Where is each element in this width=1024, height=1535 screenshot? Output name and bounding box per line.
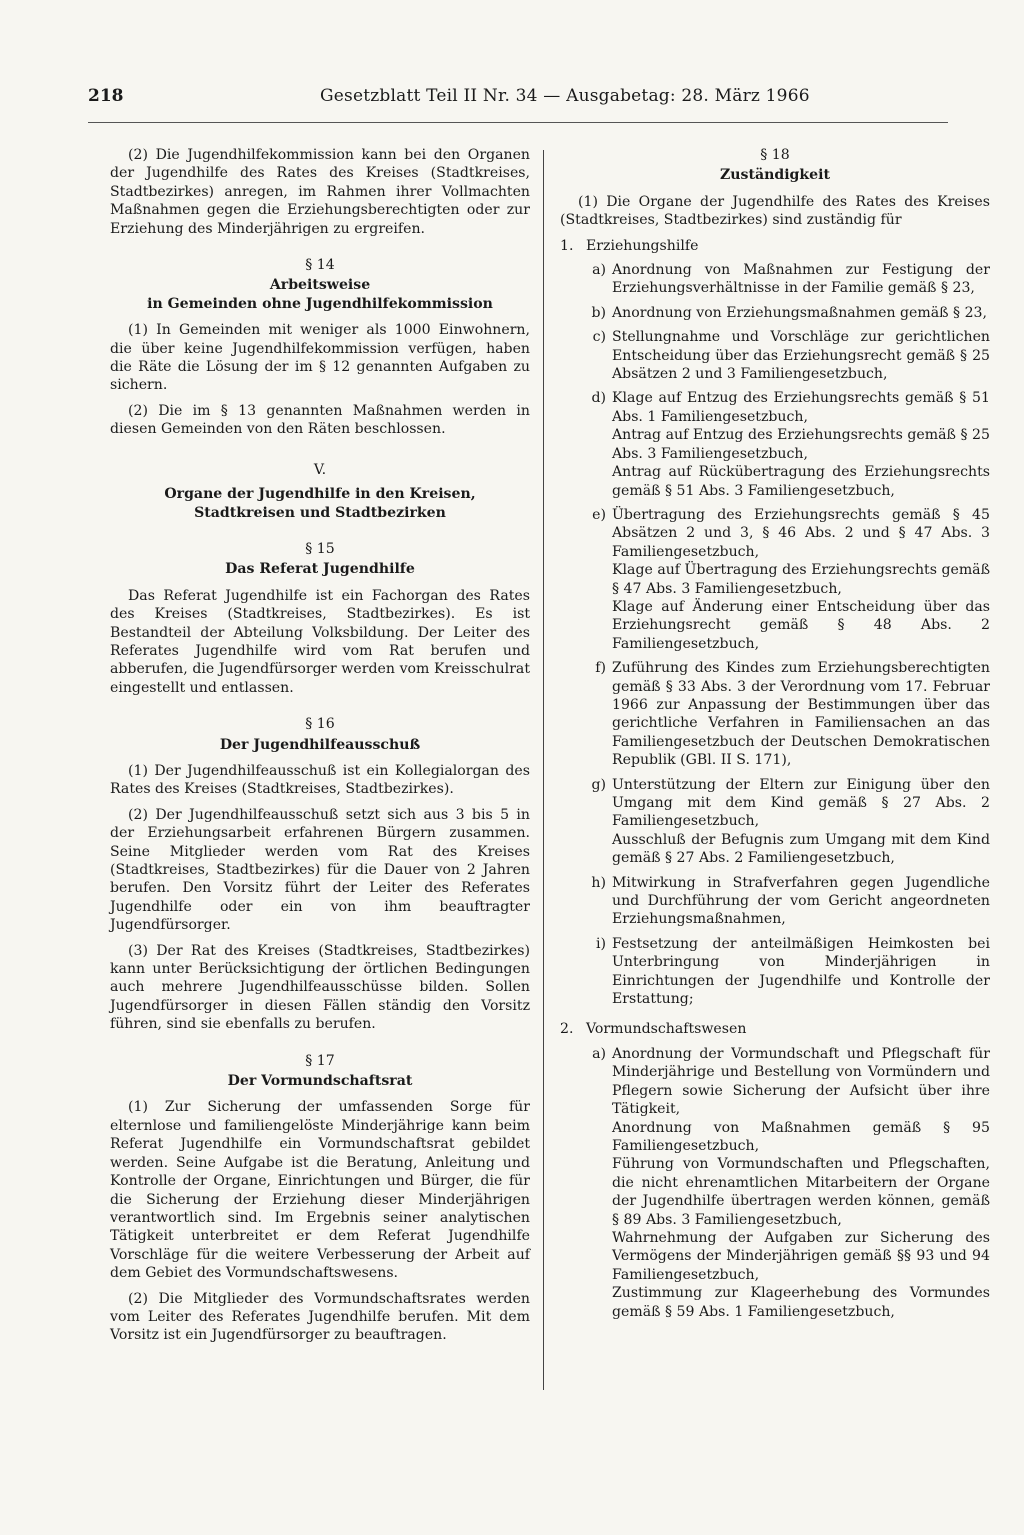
page-header: [88, 86, 948, 116]
section-title: Zuständigkeit: [719, 167, 831, 184]
part-title-line: Organe der Jugendhilfe in den Kreisen,: [164, 486, 476, 503]
paragraph: Das Referat Jugendhilfe ist ein Fachorgan des Rates des Kreises (Stadtkreises, Stadtbezirkes). Es ist Bestandteil der Abteilung Volksbildung. Der Leiter des Referates Jugendhilfe wird vom Rat berufen und abberufen, die Jugendfürsorger werden vom Kreisschulrat eingestellt und entlassen.: [110, 587, 530, 696]
item-text: Festsetzung der anteilmäßigen Heimkosten bei Unterbringung von Minderjährigen in Einrichtungen der Jugendhilfe und Kontrolle der Erstattung;: [612, 935, 990, 1008]
paragraph: (2) Die Jugendhilfekommission kann bei den Organen der Jugendhilfe des Rates des Kreises (Stadtkreises, Stadtbezirkes) anregen, im Rahmen ihrer Vollmachten Maßnahmen gegen die Erziehungsberechtigten oder zur Erziehung des Minderjährigen zu ergreifen.: [110, 147, 530, 237]
list-item: [580, 506, 990, 653]
item-label: i): [595, 935, 606, 952]
page-header-title: Gesetzblatt Teil II Nr. 34 — Ausgabetag: 28. März 1966: [320, 86, 810, 106]
section-title-line: Arbeitsweise: [269, 277, 371, 294]
list-item: [580, 261, 990, 298]
section-title: [110, 276, 530, 313]
item-label: e): [592, 506, 606, 523]
section-number: § 14: [305, 257, 335, 274]
item-text: Unterstützung der Eltern zur Einigung über den Umgang mit dem Kind gemäß § 27 Abs. 2 Familiengesetzbuch,: [612, 776, 990, 830]
list-item: [580, 935, 990, 1009]
paragraph: (3) Der Rat des Kreises (Stadtkreises, Stadtbezirkes) kann unter Berücksichtigung der örtlichen Bedingungen auch mehrere Jugendhilfeausschüsse bilden. Sollen Jugendfürsorger in diesen Fällen ständig den Vorsitz führen, sind sie ebenfalls zu berufen.: [110, 942, 530, 1033]
list-item: [580, 389, 990, 499]
part-title-line: Stadtkreisen und Stadtbezirken: [194, 504, 446, 521]
part-title: [110, 485, 530, 522]
item-number: 1.: [560, 237, 574, 254]
item-text: Zuführung des Kindes zum Erziehungsberechtigten gemäß § 33 Abs. 3 der Verordnung vom 17. Februar 1966 zur Anpassung der Bestimmungen über das gerichtliche Verfahren in Familiensachen an das Familiengesetzbuch der Deutschen Demokratischen Republik (GBl. II S. 171),: [612, 660, 990, 769]
paragraph: (2) Die im § 13 genannten Maßnahmen werden in diesen Gemeinden von den Räten beschlossen.: [110, 402, 530, 438]
item-text: Anordnung der Vormundschaft und Pflegschaft für Minderjährige und Bestellung von Vormündern und Pflegern sowie Sicherung der Aufsicht über ihre Tätigkeit,: [612, 1045, 990, 1118]
item-text: Antrag auf Entzug des Erziehungsrechts gemäß § 25 Abs. 3 Familiengesetzbuch,: [612, 427, 990, 462]
paragraph: (1) Der Jugendhilfeausschuß ist ein Kollegialorgan des Rates des Kreises (Stadtkreises, Stadtbezirkes).: [110, 762, 530, 798]
section-title: Der Jugendhilfeausschuß: [219, 736, 421, 753]
item-text: Antrag auf Rückübertragung des Erziehungsrechts gemäß § 51 Abs. 3 Familiengesetzbuch,: [612, 464, 990, 499]
paragraph: (1) In Gemeinden mit weniger als 1000 Einwohnern, die über keine Jugendhilfekommission verfügen, haben die Räte die Lösung der im § 12 genannten Aufgaben zu sichern.: [110, 322, 530, 394]
item-label: g): [591, 776, 606, 793]
numbered-item: [560, 1020, 990, 1038]
page-number: 218: [88, 86, 124, 106]
item-heading: Vormundschaftswesen: [586, 1021, 747, 1038]
numbered-item: [560, 237, 990, 255]
section-number: § 18: [760, 147, 790, 163]
item-text: Klage auf Übertragung des Erziehungsrechts gemäß § 47 Abs. 3 Familiengesetzbuch,: [612, 562, 990, 597]
list-item: [580, 659, 990, 769]
section-number: § 15: [305, 540, 335, 557]
item-label: a): [592, 1045, 606, 1062]
item-heading: Erziehungshilfe: [586, 237, 699, 254]
left-column: [110, 146, 530, 1352]
item-text: Übertragung des Erziehungsrechts gemäß § 45 Absätzen 2 und 3, § 46 Abs. 2 und § 47 Abs. 3 Familiengesetzbuch,: [612, 506, 990, 560]
item-label: b): [591, 304, 606, 321]
list-item: [580, 328, 990, 383]
item-label: f): [595, 660, 606, 677]
item-text: Stellungnahme und Vorschläge zur gerichtlichen Entscheidung über das Erziehungsrecht gemäß § 25 Absätzen 2 und 3 Familiengesetzbuch,: [612, 329, 990, 383]
item-text: Wahrnehmung der Aufgaben zur Sicherung des Vermögens der Minderjährigen gemäß §§ 93 und 94 Familiengesetzbuch,: [612, 1229, 990, 1283]
column-divider: [543, 150, 544, 1390]
section-title: Das Referat Jugendhilfe: [225, 561, 415, 578]
paragraph: (1) Zur Sicherung der umfassenden Sorge für elternlose und familiengelöste Minderjährige kann beim Referat Jugendhilfe ein Vormundschaftsrat gebildet werden. Seine Aufgabe ist die Beratung, Anleitung und Kontrolle der Organe, Einrichtungen und Bürger, die für die Sicherung der Erziehung dieser Minderjährigen verantwortlich sind. Im Ergebnis seiner analytischen Tätigkeit unterbreitet er dem Referat Jugendhilfe Vorschläge für die weitere Verbesserung der Arbeit auf dem Gebiet des Vormundschaftswesens.: [110, 1099, 530, 1282]
item-label: h): [591, 874, 606, 891]
part-number: V.: [313, 461, 327, 478]
item-text: Anordnung von Maßnahmen zur Festigung der Erziehungsverhältnisse in der Familie gemäß § 23,: [612, 262, 990, 297]
section-title-line: in Gemeinden ohne Jugendhilfekommission: [147, 295, 493, 312]
list-item: [580, 1045, 990, 1321]
item-text: Zustimmung zur Klageerhebung des Vormundes gemäß § 59 Abs. 1 Familiengesetzbuch,: [612, 1285, 990, 1320]
item-text: Führung von Vormundschaften und Pflegschaften, die nicht ehrenamtlichen Mitarbeitern der Organe der Jugendhilfe übertragen werden können, gemäß § 89 Abs. 3 Familiengesetzbuch,: [612, 1156, 990, 1228]
item-label: a): [592, 262, 606, 279]
item-text: Ausschluß der Befugnis zum Umgang mit dem Kind gemäß § 27 Abs. 2 Familiengesetzbuch,: [612, 831, 990, 867]
paragraph: (1) Die Organe der Jugendhilfe des Rates des Kreises (Stadtkreises, Stadtbezirkes) sind zuständig für: [560, 193, 990, 229]
list-item: [580, 304, 990, 322]
item-text: Anordnung von Erziehungsmaßnahmen gemäß § 23,: [612, 304, 987, 321]
item-text: Anordnung von Maßnahmen gemäß § 95 Familiengesetzbuch,: [612, 1119, 990, 1154]
list-item: [580, 874, 990, 929]
paragraph: (2) Der Jugendhilfeausschuß setzt sich aus 3 bis 5 in der Erziehungsarbeit erfahrenen Bürgern zusammen. Seine Mitglieder werden vom Rat des Kreises (Stadtkreises, Stadtbezirkes) für die Dauer von 2 Jahren berufen. Den Vorsitz führt der Leiter des Referates Jugendhilfe oder ein von ihm beauftragter Jugendfürsorger.: [110, 806, 530, 934]
item-text: Klage auf Entzug des Erziehungsrechts gemäß § 51 Abs. 1 Familiengesetzbuch,: [612, 390, 990, 425]
header-rule: [88, 122, 948, 123]
item-text: Klage auf Änderung einer Entscheidung über das Erziehungsrecht gemäß § 48 Abs. 2 Familiengesetzbuch,: [612, 598, 990, 652]
item-text: Mitwirkung in Strafverfahren gegen Jugendliche und Durchführung der vom Gericht angeordneten Erziehungsmaßnahmen,: [612, 874, 990, 928]
right-column: [560, 146, 990, 1327]
item-label: d): [591, 390, 606, 407]
section-number: § 16: [305, 716, 335, 733]
item-label: c): [592, 329, 606, 346]
section-number: § 17: [305, 1052, 335, 1069]
item-number: 2.: [560, 1021, 574, 1038]
list-item: [580, 776, 990, 868]
paragraph: (2) Die Mitglieder des Vormundschaftsrates werden vom Leiter des Referates Jugendhilfe berufen. Mit dem Vorsitz ist ein Jugendfürsorger zu beauftragen.: [110, 1290, 530, 1344]
section-title: Der Vormundschaftsrat: [227, 1073, 413, 1090]
